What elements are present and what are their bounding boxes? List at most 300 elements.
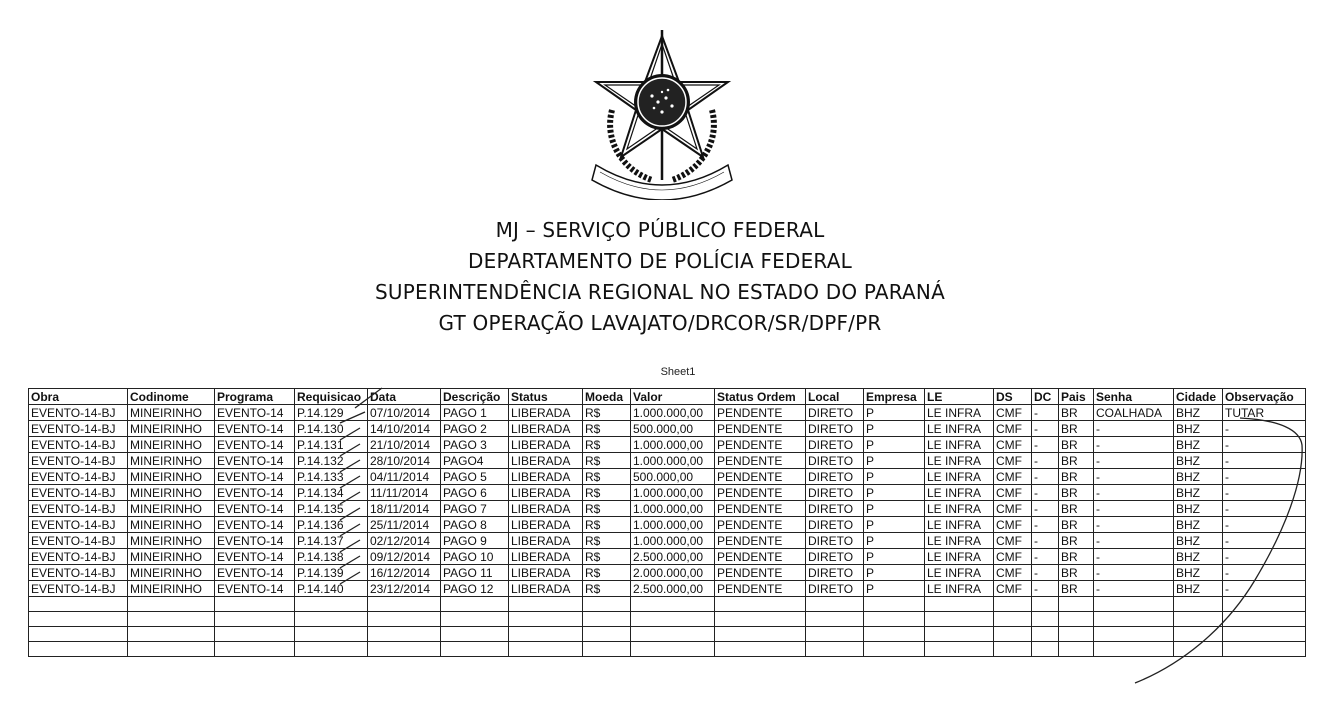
table-cell <box>1094 627 1174 642</box>
blank-row <box>29 627 1306 642</box>
table-cell: LE INFRA <box>925 517 994 533</box>
table-cell: 09/12/2014 <box>368 549 441 565</box>
table-cell: EVENTO-14 <box>215 421 295 437</box>
table-cell <box>806 612 864 627</box>
table-cell <box>128 597 215 612</box>
table-cell: P <box>864 533 925 549</box>
table-cell <box>1059 627 1094 642</box>
table-cell <box>128 627 215 642</box>
table-cell: MINEIRINHO <box>128 469 215 485</box>
table-cell: LIBERADA <box>509 533 583 549</box>
table-cell: 14/10/2014 <box>368 421 441 437</box>
table-cell <box>295 612 368 627</box>
table-cell <box>1223 597 1306 612</box>
table-cell: P <box>864 421 925 437</box>
table-cell: MINEIRINHO <box>128 437 215 453</box>
table-cell <box>215 642 295 657</box>
table-row <box>29 453 1306 469</box>
table-cell: TUTAR <box>1223 405 1306 421</box>
table-cell: - <box>1032 469 1059 485</box>
column-header: DS <box>994 389 1032 405</box>
table-row <box>29 517 1306 533</box>
table-cell: EVENTO-14 <box>215 485 295 501</box>
table-cell: PENDENTE <box>715 581 806 597</box>
table-cell: DIRETO <box>806 453 864 469</box>
table-cell: PENDENTE <box>715 549 806 565</box>
table-cell: - <box>1094 421 1174 437</box>
column-header: Data <box>368 389 441 405</box>
table-cell <box>1174 597 1223 612</box>
table-cell: DIRETO <box>806 549 864 565</box>
table-cell: PAGO 8 <box>441 517 509 533</box>
table-cell <box>441 597 509 612</box>
spreadsheet-table <box>28 388 1306 657</box>
header-operation: GT OPERAÇÃO LAVAJATO/DRCOR/SR/DPF/PR <box>438 311 882 335</box>
table-cell: MINEIRINHO <box>128 453 215 469</box>
table-cell: P <box>864 549 925 565</box>
table-cell: MINEIRINHO <box>128 501 215 517</box>
table-cell: BR <box>1059 501 1094 517</box>
table-cell: - <box>1223 453 1306 469</box>
table-cell: LIBERADA <box>509 421 583 437</box>
table-cell: - <box>1032 485 1059 501</box>
table-cell: P.14.131 <box>295 437 368 453</box>
table-cell: EVENTO-14-BJ <box>29 565 128 581</box>
table-cell: 23/12/2014 <box>368 581 441 597</box>
table-cell <box>715 597 806 612</box>
table-cell: LE INFRA <box>925 485 994 501</box>
column-header: Senha <box>1094 389 1174 405</box>
table-cell <box>368 642 441 657</box>
table-cell: 16/12/2014 <box>368 565 441 581</box>
table-cell: R$ <box>583 517 631 533</box>
table-cell: MINEIRINHO <box>128 517 215 533</box>
table-cell <box>1223 612 1306 627</box>
table-cell: PAGO 11 <box>441 565 509 581</box>
table-cell: 04/11/2014 <box>368 469 441 485</box>
table-cell: 2.500.000,00 <box>631 549 715 565</box>
table-cell: EVENTO-14-BJ <box>29 437 128 453</box>
table-cell: - <box>1223 485 1306 501</box>
table-row <box>29 501 1306 517</box>
table-cell <box>368 597 441 612</box>
table-body <box>29 405 1306 657</box>
table-cell <box>215 612 295 627</box>
table-cell: P.14.138 <box>295 549 368 565</box>
table-cell: LIBERADA <box>509 453 583 469</box>
table-cell: 1.000.000,00 <box>631 437 715 453</box>
table-cell: CMF <box>994 469 1032 485</box>
table-cell: - <box>1032 517 1059 533</box>
table-cell: 28/10/2014 <box>368 453 441 469</box>
table-header-row <box>29 389 1306 405</box>
header-ministry: MJ – SERVIÇO PÚBLICO FEDERAL <box>495 218 825 242</box>
table-cell <box>715 627 806 642</box>
table-cell: BR <box>1059 581 1094 597</box>
table-cell: CMF <box>994 533 1032 549</box>
table-cell: - <box>1032 533 1059 549</box>
table-cell <box>29 597 128 612</box>
table-row <box>29 405 1306 421</box>
table-cell: EVENTO-14 <box>215 517 295 533</box>
table-cell: LE INFRA <box>925 581 994 597</box>
table-cell: MINEIRINHO <box>128 485 215 501</box>
brazil-coat-of-arms-icon <box>582 30 742 200</box>
table-cell: R$ <box>583 421 631 437</box>
table-cell: MINEIRINHO <box>128 549 215 565</box>
table-cell: - <box>1094 469 1174 485</box>
table-cell: R$ <box>583 469 631 485</box>
table-cell <box>925 612 994 627</box>
table-cell: EVENTO-14-BJ <box>29 485 128 501</box>
table-cell: CMF <box>994 565 1032 581</box>
table-cell: - <box>1094 565 1174 581</box>
table-cell <box>925 642 994 657</box>
table-cell: PENDENTE <box>715 469 806 485</box>
table-cell: LIBERADA <box>509 565 583 581</box>
table-cell: EVENTO-14 <box>215 469 295 485</box>
table-cell: LE INFRA <box>925 437 994 453</box>
table-cell: R$ <box>583 533 631 549</box>
table-cell <box>1032 642 1059 657</box>
table-cell: - <box>1094 517 1174 533</box>
table-cell: - <box>1223 421 1306 437</box>
table-cell: 07/10/2014 <box>368 405 441 421</box>
table-row <box>29 549 1306 565</box>
table-cell: BHZ <box>1174 421 1223 437</box>
table-cell: LIBERADA <box>509 549 583 565</box>
table-cell: - <box>1032 565 1059 581</box>
table-cell: PAGO 5 <box>441 469 509 485</box>
table-cell: R$ <box>583 501 631 517</box>
table-cell: - <box>1223 501 1306 517</box>
table-cell: DIRETO <box>806 581 864 597</box>
table-row <box>29 437 1306 453</box>
table-cell: CMF <box>994 453 1032 469</box>
table-cell <box>441 642 509 657</box>
table-cell <box>1094 642 1174 657</box>
table-cell: CMF <box>994 549 1032 565</box>
table-cell: EVENTO-14-BJ <box>29 469 128 485</box>
table-cell <box>1032 597 1059 612</box>
column-header: Observação <box>1223 389 1306 405</box>
table-cell <box>509 597 583 612</box>
column-header: Empresa <box>864 389 925 405</box>
table-cell: MINEIRINHO <box>128 581 215 597</box>
table-cell <box>1059 612 1094 627</box>
table-cell: - <box>1032 405 1059 421</box>
table-cell <box>994 612 1032 627</box>
table-cell: PENDENTE <box>715 517 806 533</box>
table-cell <box>1032 627 1059 642</box>
table-cell: COALHADA <box>1094 405 1174 421</box>
table-cell <box>715 612 806 627</box>
table-cell: P.14.136 <box>295 517 368 533</box>
column-header: Valor <box>631 389 715 405</box>
table-cell: 500.000,00 <box>631 469 715 485</box>
table-cell: - <box>1094 437 1174 453</box>
table-cell: DIRETO <box>806 517 864 533</box>
table-cell: - <box>1094 549 1174 565</box>
table-cell: P <box>864 453 925 469</box>
column-header: Pais <box>1059 389 1094 405</box>
table-cell: DIRETO <box>806 533 864 549</box>
table-cell: CMF <box>994 501 1032 517</box>
table-row <box>29 485 1306 501</box>
table-cell: EVENTO-14 <box>215 549 295 565</box>
table-cell: P.14.140 <box>295 581 368 597</box>
table-cell: - <box>1223 565 1306 581</box>
table-cell <box>368 627 441 642</box>
table-cell: BHZ <box>1174 405 1223 421</box>
table-cell: 02/12/2014 <box>368 533 441 549</box>
sheet-name: Sheet1 <box>660 366 696 378</box>
table-cell: BHZ <box>1174 453 1223 469</box>
table-cell: LE INFRA <box>925 501 994 517</box>
table-cell <box>1094 597 1174 612</box>
table-cell: BHZ <box>1174 501 1223 517</box>
table-row <box>29 581 1306 597</box>
table-cell: MINEIRINHO <box>128 565 215 581</box>
table-cell: LE INFRA <box>925 405 994 421</box>
table-cell: 25/11/2014 <box>368 517 441 533</box>
table-cell: - <box>1032 421 1059 437</box>
table-cell: DIRETO <box>806 501 864 517</box>
table-cell: P.14.135 <box>295 501 368 517</box>
table-cell <box>994 642 1032 657</box>
header-superintendence: SUPERINTENDÊNCIA REGIONAL NO ESTADO DO PARANÁ <box>375 280 945 304</box>
table-cell: BHZ <box>1174 485 1223 501</box>
table-row <box>29 469 1306 485</box>
table-cell: MINEIRINHO <box>128 533 215 549</box>
table-cell <box>631 642 715 657</box>
table-cell: 11/11/2014 <box>368 485 441 501</box>
table-cell <box>806 642 864 657</box>
table-cell <box>1032 612 1059 627</box>
table-cell <box>1094 612 1174 627</box>
blank-row <box>29 597 1306 612</box>
table-cell <box>1174 612 1223 627</box>
table-cell: EVENTO-14 <box>215 453 295 469</box>
table-cell: MINEIRINHO <box>128 405 215 421</box>
table-cell: 21/10/2014 <box>368 437 441 453</box>
table-cell: EVENTO-14 <box>215 405 295 421</box>
table-cell: P.14.134 <box>295 485 368 501</box>
table-cell <box>631 597 715 612</box>
table-cell: PENDENTE <box>715 405 806 421</box>
table-cell <box>715 642 806 657</box>
table-cell <box>864 627 925 642</box>
table-cell <box>509 627 583 642</box>
table-cell: - <box>1223 581 1306 597</box>
table-cell <box>1223 642 1306 657</box>
table-cell: - <box>1223 437 1306 453</box>
table-cell <box>29 642 128 657</box>
column-header: Local <box>806 389 864 405</box>
table-cell: DIRETO <box>806 565 864 581</box>
table-cell <box>631 627 715 642</box>
table-cell: DIRETO <box>806 485 864 501</box>
table-cell <box>994 597 1032 612</box>
table-cell: P.14.129 <box>295 405 368 421</box>
table-cell: P <box>864 501 925 517</box>
column-header: LE <box>925 389 994 405</box>
table-cell: - <box>1032 453 1059 469</box>
table-cell <box>295 642 368 657</box>
table-cell: R$ <box>583 453 631 469</box>
table-cell: EVENTO-14-BJ <box>29 405 128 421</box>
column-header: DC <box>1032 389 1059 405</box>
table-cell <box>1059 642 1094 657</box>
table-cell: BHZ <box>1174 581 1223 597</box>
table-cell: BR <box>1059 437 1094 453</box>
table-cell: PENDENTE <box>715 501 806 517</box>
table-cell: EVENTO-14-BJ <box>29 549 128 565</box>
table-cell: BR <box>1059 517 1094 533</box>
table-cell: P.14.130 <box>295 421 368 437</box>
table-cell: P <box>864 565 925 581</box>
table-cell: - <box>1223 549 1306 565</box>
table-cell <box>994 627 1032 642</box>
table-cell <box>806 597 864 612</box>
table-row <box>29 421 1306 437</box>
table-cell: LE INFRA <box>925 549 994 565</box>
table-cell <box>583 642 631 657</box>
table-cell: - <box>1223 469 1306 485</box>
table-cell: PAGO4 <box>441 453 509 469</box>
table-cell <box>925 597 994 612</box>
table-cell: P <box>864 581 925 597</box>
table-cell: DIRETO <box>806 405 864 421</box>
table-cell: PENDENTE <box>715 485 806 501</box>
table-cell: CMF <box>994 405 1032 421</box>
table-cell: PAGO 2 <box>441 421 509 437</box>
table-cell: BR <box>1059 485 1094 501</box>
table-cell: R$ <box>583 581 631 597</box>
table-cell: BHZ <box>1174 517 1223 533</box>
table-cell: CMF <box>994 581 1032 597</box>
table-cell: - <box>1032 501 1059 517</box>
table-cell: - <box>1032 549 1059 565</box>
table-cell: P <box>864 405 925 421</box>
table-cell <box>925 627 994 642</box>
table-cell: LE INFRA <box>925 565 994 581</box>
table-cell <box>295 597 368 612</box>
table-cell <box>509 612 583 627</box>
table-cell: CMF <box>994 421 1032 437</box>
table-cell <box>1174 627 1223 642</box>
table-cell: BR <box>1059 405 1094 421</box>
table-cell: BR <box>1059 453 1094 469</box>
table-cell <box>128 612 215 627</box>
table-cell: - <box>1223 517 1306 533</box>
blank-row <box>29 612 1306 627</box>
table-cell: PAGO 9 <box>441 533 509 549</box>
table-cell: LIBERADA <box>509 581 583 597</box>
table-cell: - <box>1094 453 1174 469</box>
table-cell: DIRETO <box>806 469 864 485</box>
table-cell: DIRETO <box>806 437 864 453</box>
table-cell <box>441 612 509 627</box>
table-cell: EVENTO-14-BJ <box>29 517 128 533</box>
table-cell: LE INFRA <box>925 533 994 549</box>
table-row <box>29 533 1306 549</box>
table-cell: P <box>864 469 925 485</box>
table-cell <box>29 612 128 627</box>
table-cell: - <box>1032 581 1059 597</box>
table-cell: - <box>1223 533 1306 549</box>
table-cell: 2.500.000,00 <box>631 581 715 597</box>
table-cell: PAGO 6 <box>441 485 509 501</box>
table-cell: EVENTO-14-BJ <box>29 421 128 437</box>
table-cell: BHZ <box>1174 469 1223 485</box>
table-cell <box>215 627 295 642</box>
table-cell: LIBERADA <box>509 469 583 485</box>
table-cell: BHZ <box>1174 437 1223 453</box>
table-cell: R$ <box>583 549 631 565</box>
table-cell: EVENTO-14 <box>215 581 295 597</box>
table-cell: 2.000.000,00 <box>631 565 715 581</box>
table-cell <box>1223 627 1306 642</box>
table-cell <box>583 627 631 642</box>
table-cell: MINEIRINHO <box>128 421 215 437</box>
table-cell: R$ <box>583 485 631 501</box>
table-cell: P.14.137 <box>295 533 368 549</box>
table-cell <box>864 642 925 657</box>
table-cell <box>295 627 368 642</box>
table-cell: BHZ <box>1174 533 1223 549</box>
table-cell: DIRETO <box>806 421 864 437</box>
table-cell <box>1174 642 1223 657</box>
table-cell <box>29 627 128 642</box>
table-cell: BR <box>1059 533 1094 549</box>
column-header: Codinome <box>128 389 215 405</box>
table-cell <box>1059 597 1094 612</box>
table-cell <box>583 597 631 612</box>
table-cell <box>368 612 441 627</box>
table-cell: PENDENTE <box>715 421 806 437</box>
table-cell <box>806 627 864 642</box>
table-cell: EVENTO-14-BJ <box>29 453 128 469</box>
table-cell: - <box>1094 501 1174 517</box>
table-cell: LIBERADA <box>509 517 583 533</box>
table-cell: BR <box>1059 565 1094 581</box>
table-cell: PENDENTE <box>715 565 806 581</box>
table-cell: PAGO 3 <box>441 437 509 453</box>
table-cell: 1.000.000,00 <box>631 517 715 533</box>
table-cell: R$ <box>583 565 631 581</box>
table-cell: LIBERADA <box>509 501 583 517</box>
table-cell: BR <box>1059 421 1094 437</box>
table-cell: EVENTO-14-BJ <box>29 533 128 549</box>
table-cell: EVENTO-14-BJ <box>29 501 128 517</box>
table-cell: 1.000.000,00 <box>631 501 715 517</box>
table-cell <box>215 597 295 612</box>
table-cell: 1.000.000,00 <box>631 453 715 469</box>
table-cell: - <box>1032 437 1059 453</box>
table-cell: PAGO 12 <box>441 581 509 597</box>
table-cell: BHZ <box>1174 565 1223 581</box>
column-header: Descrição <box>441 389 509 405</box>
table-cell: P.14.139 <box>295 565 368 581</box>
column-header: Moeda <box>583 389 631 405</box>
table-cell: LIBERADA <box>509 437 583 453</box>
column-header: Obra <box>29 389 128 405</box>
table-cell: - <box>1094 533 1174 549</box>
table-cell <box>509 642 583 657</box>
table-cell: PENDENTE <box>715 533 806 549</box>
table-cell: 500.000,00 <box>631 421 715 437</box>
